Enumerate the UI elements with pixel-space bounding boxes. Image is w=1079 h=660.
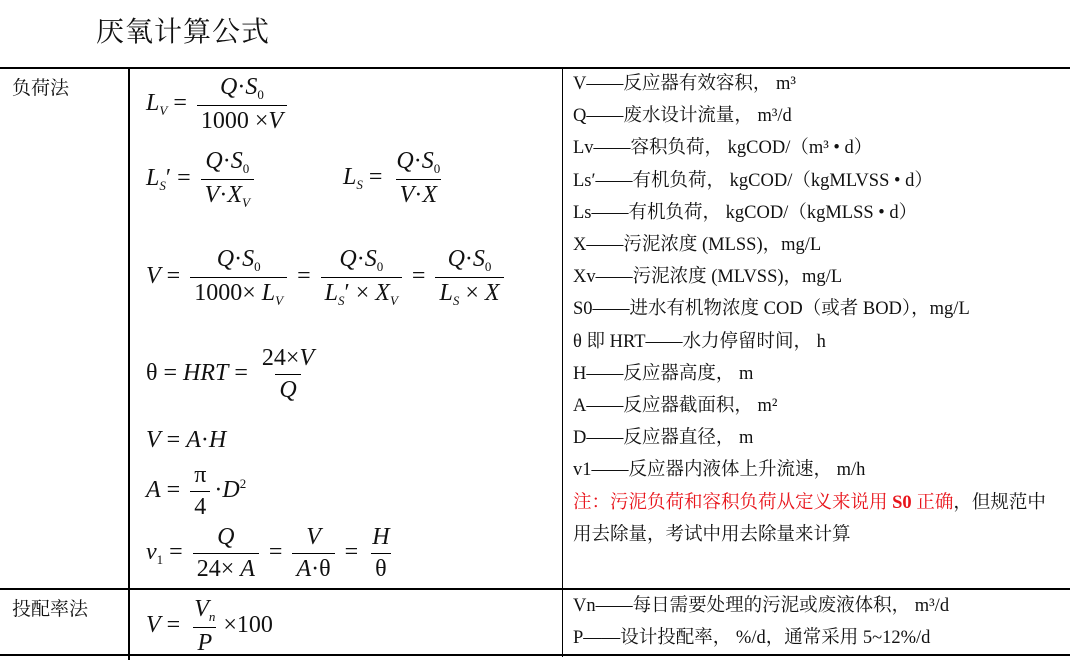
formula-hrt: θ = HRT = $\frac{24\times V}{Q}$ bbox=[146, 345, 315, 403]
note-bold-s0: S0 bbox=[892, 492, 912, 513]
def-Vn: Vn——每日需要处理的污泥或废液体积， m³/d bbox=[573, 596, 950, 616]
column-divider-left bbox=[128, 67, 130, 660]
def-P: P——设计投配率， %/d，通常采用 5~12%/d bbox=[573, 628, 931, 649]
formula-sludge-load-mlss: $L_S$ = $\frac{Q\cdot S_0}{V\cdot X}$ bbox=[343, 148, 441, 208]
def-v1: v1——反应器内液体上升流速， m/h bbox=[573, 460, 866, 481]
def-theta: θ 即 HRT——水力停留时间， h bbox=[573, 331, 826, 352]
method-label-dosing: 投配率法 bbox=[12, 598, 89, 620]
def-Q: Q——废水设计流量， m³/d bbox=[573, 106, 792, 127]
definitions-list-load bbox=[573, 68, 1059, 551]
page-title: 厌氧计算公式 bbox=[96, 15, 271, 48]
formula-sludge-load-mlvss: $L_S'$ = $\frac{Q\cdot S_0}{V\cdot X_V}$ bbox=[146, 148, 258, 211]
def-S0: S0——进水有机物浓度 COD（或者 BOD），mg/L bbox=[573, 299, 970, 320]
def-Ls: Ls——有机负荷， kgCOD/（kgMLSS • d） bbox=[573, 202, 918, 223]
def-X: X——污泥浓度 (MLSS)，mg/L bbox=[573, 235, 822, 256]
def-Ls-prime: Ls′——有机负荷， kgCOD/（kgMLVSS • d） bbox=[573, 170, 933, 191]
formula-volume: V = $\frac{Q\cdot S_0}{1000\times L_V}$ = $\frac{Q\cdot S_0}{L_S' \times X_V}$ = $\frac{Q\cdot S_0}{L_S \times X}$ bbox=[146, 246, 508, 309]
note bbox=[573, 487, 1059, 551]
def-V: V——反应器有效容积， m³ bbox=[573, 74, 796, 94]
def-Xv: Xv——污泥浓度 (MLVSS)，mg/L bbox=[573, 267, 843, 288]
method-label-load: 负荷法 bbox=[12, 77, 70, 99]
formula-dosing-rate: V = $\frac{V_n}{P}$ ×100 bbox=[146, 596, 273, 656]
definitions-list-dosing bbox=[573, 590, 949, 654]
note-red-part-1: 注：污泥负荷和容积负荷从定义来说用 bbox=[573, 492, 888, 513]
def-Lv: Lv——容积负荷， kgCOD/（m³ • d） bbox=[573, 138, 873, 159]
def-D: D——反应器直径， m bbox=[573, 428, 754, 449]
def-H: H——反应器高度， m bbox=[573, 363, 754, 384]
note-black-part: ，但规范中用去除量，考试中用去除量来计算 bbox=[573, 492, 1046, 545]
formula-upflow-velocity: $v_1$ = $\frac{Q}{24\times A}$ = $\frac{V}{A\cdot\theta}$ = $\frac{H}{\theta}$ bbox=[146, 524, 390, 582]
formula-volumetric-load: $L_V$ = $\frac{Q\cdot S_0}{1000 \times V}$ bbox=[146, 74, 291, 135]
formula-volume-area: V = A·H bbox=[146, 427, 227, 453]
def-A: A——反应器截面积， m² bbox=[573, 396, 778, 417]
formula-area: A = $\frac{\pi}{4}$ $\cdot D^2$ bbox=[146, 462, 247, 520]
column-divider-right bbox=[562, 67, 563, 657]
note-red-part-2: 正确 bbox=[916, 492, 954, 513]
